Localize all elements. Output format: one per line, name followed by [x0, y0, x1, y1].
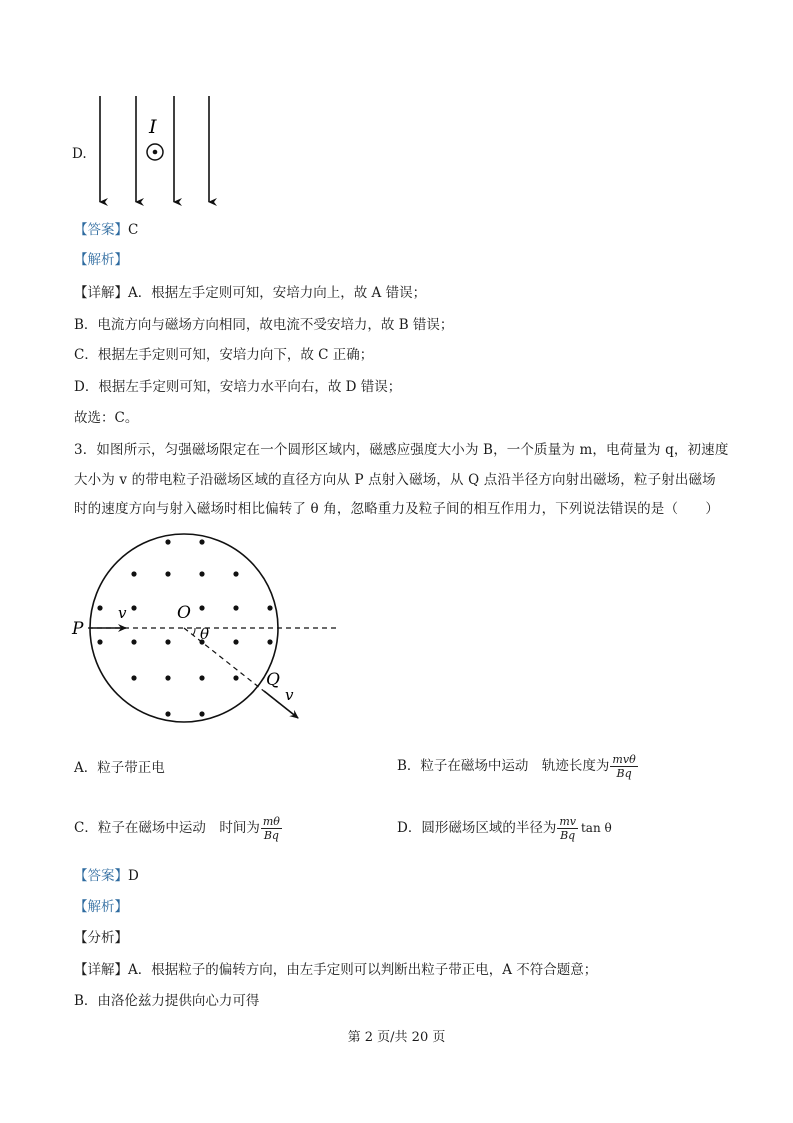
field-dot: [131, 675, 136, 680]
explanation-b2: B．由洛伦兹力提供向心力可得: [74, 993, 260, 1009]
field-dot: [199, 605, 204, 610]
detail-text: A．根据左手定则可知，安培力向上，故 A 错误；: [128, 285, 427, 301]
field-dot: [199, 675, 204, 680]
option-d-label: D.: [72, 146, 87, 162]
option-a: A．粒子带正电: [74, 760, 165, 776]
answer-tag: 【答案】: [74, 868, 128, 884]
option-b-fraction: [610, 753, 637, 780]
option-c: [74, 808, 283, 848]
answer-line: [74, 221, 138, 239]
field-dot: [233, 639, 238, 644]
point-p-label: P: [72, 619, 84, 639]
magnetic-field-figure: [66, 528, 346, 728]
velocity-label-entry: v: [118, 604, 127, 622]
fraction-denominator: Bq: [560, 828, 576, 842]
field-diagram-d: [88, 92, 228, 208]
field-dot: [131, 639, 136, 644]
field-dot: [199, 571, 204, 576]
field-dot: [233, 571, 238, 576]
option-c-fraction: [261, 815, 282, 842]
page-footer: 第 2 页/共 20 页: [347, 1030, 446, 1045]
field-dot: [97, 639, 102, 644]
fraction-denominator: Bq: [263, 828, 279, 842]
field-dot: [165, 711, 170, 716]
analysis-tag: 【解析】: [74, 252, 128, 268]
question-3-line-1: 3．如图所示，匀强磁场限定在一个圆形区域内，磁感应强度大小为 B，一个质量为 m，电荷量为 q，初速度: [74, 442, 729, 458]
velocity-label-exit: v: [285, 686, 294, 704]
detail-text: A．根据粒子的偏转方向，由左手定则可以判断出粒子带正电，A 不符合题意；: [128, 962, 598, 978]
detail-line: [74, 284, 426, 302]
question-3-line-3: 时的速度方向与射入磁场时相比偏转了 θ 角，忽略重力及粒子间的相互作用力，下列说法错误的是（ ）: [74, 501, 720, 517]
fenxi-tag: 【分析】: [74, 930, 128, 946]
point-q-label: Q: [266, 670, 280, 690]
field-dot: [165, 571, 170, 576]
field-dot: [267, 639, 272, 644]
field-dot: [233, 675, 238, 680]
field-dot: [267, 605, 272, 610]
detail-tag: 【详解】: [74, 285, 128, 301]
field-dot: [97, 605, 102, 610]
field-dot: [233, 605, 238, 610]
question-3-line-2: 大小为 v 的带电粒子沿磁场区域的直径方向从 P 点射入磁场，从 Q 点沿半径方向射出磁场，粒子射出磁场: [74, 472, 716, 488]
fraction-denominator: Bq: [616, 766, 632, 780]
explanation-d: D．根据左手定则可知，安培力水平向右，故 D 错误；: [74, 379, 402, 395]
answer-tag: 【答案】: [74, 222, 128, 238]
answer-value: D: [128, 868, 139, 884]
answer-value: C: [128, 222, 139, 238]
current-label: I: [149, 116, 157, 138]
field-dot: [131, 571, 136, 576]
center-o-label: O: [177, 603, 191, 623]
option-b-text: B．粒子在磁场中运动 轨迹长度为: [397, 758, 610, 774]
fraction-numerator: mθ: [262, 814, 280, 828]
option-d-fraction: [557, 815, 578, 842]
field-dot: [131, 605, 136, 610]
angle-theta-label: θ: [200, 625, 210, 643]
explanation-b: B．电流方向与磁场方向相同，故电流不受安培力，故 B 错误；: [74, 317, 454, 333]
fraction-numerator: mvθ: [612, 752, 636, 766]
detail-tag: 【详解】: [74, 962, 128, 978]
option-c-text: C．粒子在磁场中运动 时间为: [74, 820, 260, 836]
option-d-tan: tan θ: [580, 821, 612, 835]
detail-line-2: [74, 961, 597, 979]
option-d-text: D．圆形磁场区域的半径为: [397, 820, 557, 836]
field-dot: [165, 639, 170, 644]
final-choice: 故选：C。: [74, 410, 139, 426]
field-dot: [199, 539, 204, 544]
fraction-numerator: mv: [559, 814, 576, 828]
analysis-tag-2: 【解析】: [74, 899, 128, 915]
field-dot: [165, 675, 170, 680]
field-dot: [165, 539, 170, 544]
answer-line-2: [74, 867, 139, 885]
field-dot: [199, 711, 204, 716]
explanation-c: C．根据左手定则可知，安培力向下，故 C 正确；: [74, 347, 374, 363]
option-b: [397, 746, 639, 786]
option-d: [397, 808, 612, 848]
